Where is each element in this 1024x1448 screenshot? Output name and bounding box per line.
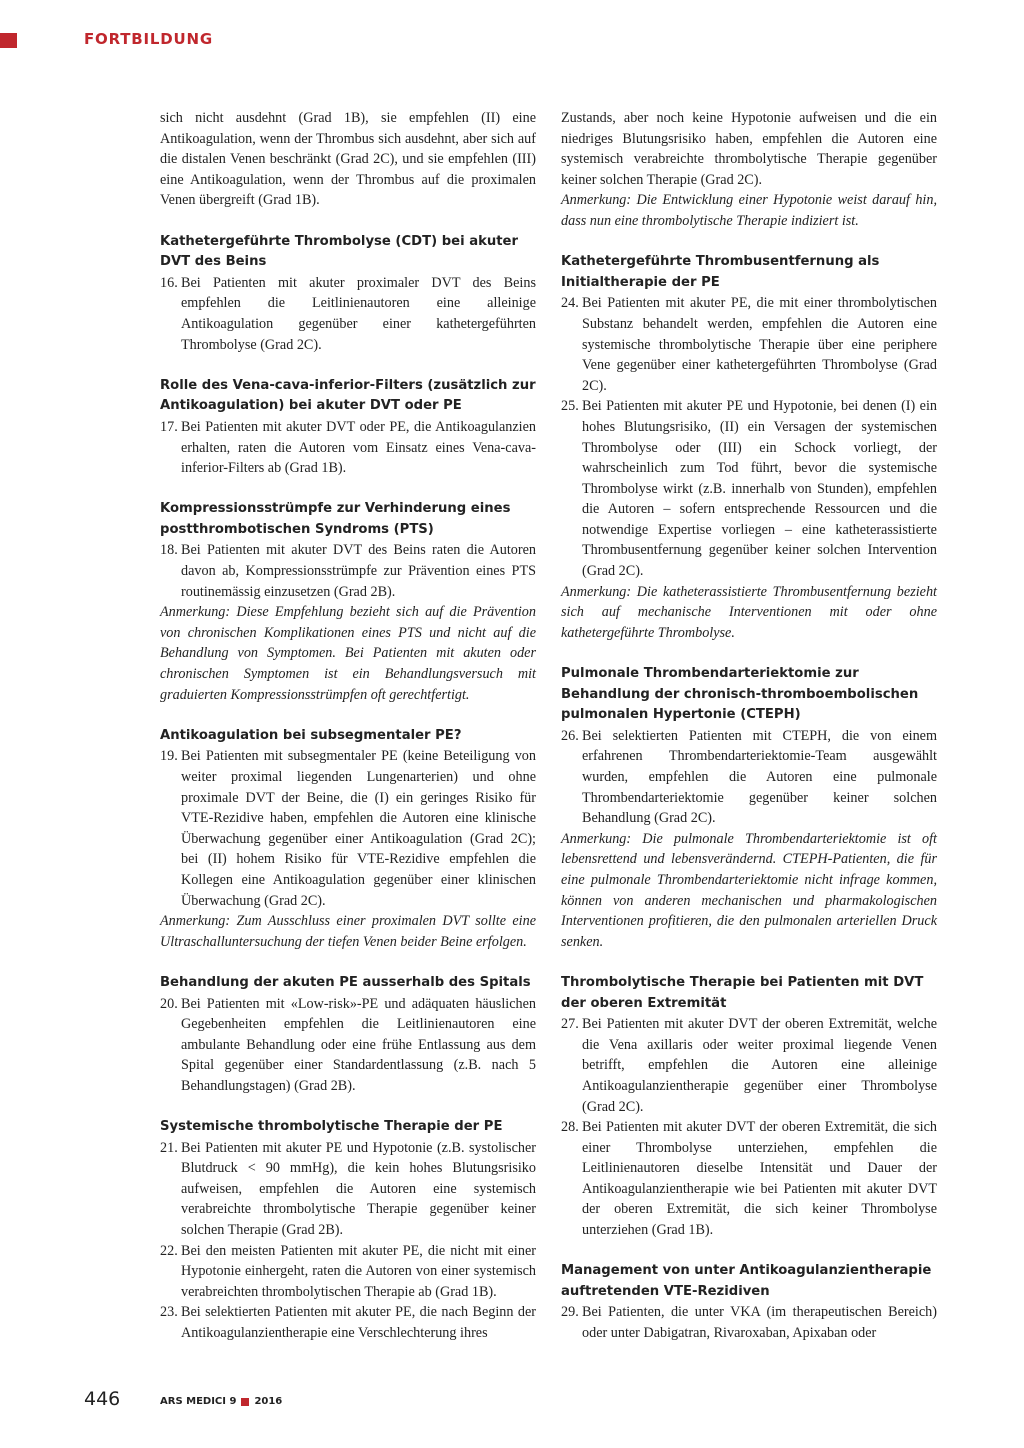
recommendation-text: Bei Patienten mit «Low-risk»-PE und adäquaten häuslichen Gegebenheiten empfehlen die Leitlinienautoren eine ambulante Behandlung oder eine frühe Entlassung aus dem Spital gegenüber einer Standardentlassung (z.B. nach 5 Behandlungstagen) (Grad 2B). (181, 995, 536, 1094)
section-marker (0, 33, 17, 48)
recommendation-item (561, 1117, 937, 1241)
right-column (561, 108, 937, 1344)
recommendation-item (160, 994, 536, 1097)
recommendation-item (160, 540, 536, 602)
recommendation-text: Bei Patienten mit akuter DVT der oberen Extremität, die sich einer Thrombolyse unterziehen, empfehlen die Leitlinienautoren dieselbe Intensität und Dauer der Antikoagulanzientherapie wie bei Patienten mit akuter DVT der oberen Extremität, die sich keiner Thrombolyse unterziehen (Grad 1B). (582, 1119, 937, 1239)
journal-year: 2016 (254, 1396, 283, 1407)
recommendation-item (561, 726, 937, 829)
recommendation-text: Bei Patienten mit akuter DVT der oberen Extremität, welche die Vena axillaris oder weiter proximal liegende Venen betrifft, empfehlen die Autoren eine alleinige Antikoagulanzientherapie gegenüber einer Thrombolyse (Grad 2C). (582, 1016, 937, 1115)
section-heading: Kathetergeführte Thrombolyse (CDT) bei akuter DVT des Beins (160, 233, 519, 270)
body-paragraph: Zustands, aber noch keine Hypotonie aufweisen und die ein niedriges Blutungsrisiko haben, empfehlen die Autoren eine systemisch verabreichte thrombolytische Therapie gegenüber keiner solchen Therapie (Grad 2C). (561, 110, 937, 188)
recommendation-item (160, 1302, 536, 1343)
recommendation-number: 23. (160, 1304, 178, 1321)
section-label: FORTBILDUNG (84, 30, 213, 48)
recommendation-text: Bei Patienten mit subsegmentaler PE (keine Beteiligung von weiter proximal liegenden Lungenarterien) und ohne proximale DVT der Beine, die (I) ein geringes Risiko für VTE-Rezidive haben, empfehlen die Autoren eine klinische Überwachung gegenüber einer Antikoagulation (Grad 2C); bei (II) hohem Risiko für VTE-Rezidive empfehlen die Kollegen eine Antikoagulation gegenüber einer klinischen Überwachung (Grad 2C). (181, 748, 536, 909)
recommendation-number: 22. (160, 1242, 178, 1259)
recommendation-item (561, 293, 937, 396)
recommendation-number: 25. (561, 398, 579, 415)
body-paragraph: sich nicht ausdehnt (Grad 1B), sie empfehlen (II) eine Antikoagulation, wenn der Thrombus sich ausdehnt, aber sich auf die distalen Venen beschränkt (Grad 2C), und sie empfehlen (III) eine Antikoagulation, wenn der Thrombus auf die proximalen Venen übergreift (Grad 1B). (160, 110, 536, 209)
recommendation-item (160, 746, 536, 911)
page-number: 446 (84, 1388, 121, 1410)
section-heading: Kathetergeführte Thrombusentfernung als Initialtherapie der PE (561, 254, 880, 290)
note-text: Anmerkung: Die katheterassistierte Thrombusentfernung bezieht sich auf mechanische Interventionen mit oder ohne kathetergeführte Thrombolyse. (561, 583, 937, 641)
recommendation-number: 19. (160, 748, 178, 765)
recommendation-text: Bei den meisten Patienten mit akuter PE, die nicht mit einer Hypotonie einhergeht, raten die Autoren von einer systemisch verabreichten thrombolytischen Therapie ab (Grad 1B). (181, 1242, 536, 1300)
section-heading: Systemische thrombolytische Therapie der PE (160, 1119, 503, 1135)
recommendation-item (160, 417, 536, 479)
recommendation-item (160, 1138, 536, 1241)
recommendation-text: Bei selektierten Patienten mit akuter PE, die nach Beginn der Antikoagulanzientherapie eine Verschlechterung ihres (181, 1304, 536, 1342)
left-column (160, 108, 536, 1344)
recommendation-text: Bei Patienten mit akuter PE und Hypotonie (z.B. systolischer Blutdruck < 90 mmHg), die kein hohes Blutungsrisiko aufweisen, empfehlen die Autoren eine systemisch verabreichte thrombolytische Therapie gegenüber keiner solchen Therapie (Grad 2B). (181, 1139, 536, 1239)
recommendation-number: 21. (160, 1139, 178, 1156)
note-text: Anmerkung: Zum Ausschluss einer proximalen DVT sollte eine Ultraschalluntersuchung der tiefen Venen beider Beine erfolgen. (160, 913, 536, 950)
section-heading: Management von unter Antikoagulanzientherapie auftretenden VTE-Rezidiven (561, 1263, 932, 1299)
section-heading: Antikoagulation bei subsegmentaler PE? (160, 727, 462, 743)
recommendation-number: 18. (160, 542, 178, 559)
recommendation-item (160, 1241, 536, 1303)
section-heading: Pulmonale Thrombendarteriektomie zur Behandlung der chronisch-thromboembolischen pulmonalen Hypertonie (CTEPH) (561, 666, 919, 723)
recommendation-number: 16. (160, 274, 178, 291)
recommendation-number: 20. (160, 995, 178, 1012)
recommendation-number: 26. (561, 727, 579, 744)
section-heading: Behandlung der akuten PE ausserhalb des Spitals (160, 974, 531, 990)
recommendation-number: 24. (561, 295, 579, 312)
section-heading: Thrombolytische Therapie bei Patienten mit DVT der oberen Extremität (561, 974, 924, 1011)
recommendation-item (561, 396, 937, 581)
recommendation-text: Bei Patienten mit akuter PE und Hypotonie, bei denen (I) ein hohes Blutungsrisiko, (II) ein Versagen der systemischen Thrombolyse oder (III) ein Schock vorliegt, der wahrscheinlich zum Tod führt, bevor die systemische Thrombolyse wirkt (z.B. innerhalb von Stunden), empfehlen die Autoren – sofern entsprechende Ressourcen und die notwendige Expertise vorliegen – eine katheterassistierte Thrombusentfernung gegenüber keiner solchen Intervention (Grad 2C). (582, 398, 937, 580)
recommendation-text: Bei selektierten Patienten mit CTEPH, die von einem erfahrenen Thrombendarteriektomie-Team ausgewählt wurden, empfehlen die Autoren eine pulmonale Thrombendarteriektomie gegenüber keiner solchen Behandlung (Grad 2C). (582, 727, 937, 827)
journal-footer (160, 1396, 282, 1407)
recommendation-number: 29. (561, 1304, 579, 1321)
section-heading: Rolle des Vena-cava-inferior-Filters (zusätzlich zur Antikoagulation) bei akuter DVT oder PE (160, 377, 536, 414)
recommendation-number: 27. (561, 1016, 579, 1033)
recommendation-text: Bei Patienten mit akuter proximaler DVT des Beins empfehlen die Leitlinienautoren eine alleinige Antikoagulation gegenüber einer kathetergeführten Thrombolyse (Grad 2C). (181, 274, 536, 353)
recommendation-item (561, 1302, 937, 1343)
note-text: Anmerkung: Die Entwicklung einer Hypotonie weist darauf hin, dass nun eine thrombolytische Therapie indiziert ist. (561, 192, 937, 229)
recommendation-text: Bei Patienten mit akuter PE, die mit einer thrombolytischen Substanz behandelt werden, empfehlen die Autoren eine systemische thrombolytische Therapie über eine periphere Vene gegenüber einer kathetergeführten Thrombolyse (Grad 2C). (582, 295, 937, 394)
recommendation-number: 17. (160, 418, 178, 435)
footer-marker (241, 1398, 249, 1406)
recommendation-text: Bei Patienten, die unter VKA (im therapeutischen Bereich) oder unter Dabigatran, Rivaroxaban, Apixaban oder (582, 1304, 937, 1342)
recommendation-text: Bei Patienten mit akuter DVT oder PE, die Antikoagulanzien erhalten, raten die Autoren vom Einsatz eines Vena-cava-inferior-Filters ab (Grad 1B). (181, 418, 536, 477)
journal-name: ARS MEDICI 9 (160, 1396, 237, 1407)
recommendation-item (561, 1014, 937, 1117)
recommendation-item (160, 273, 536, 355)
recommendation-text: Bei Patienten mit akuter DVT des Beins raten die Autoren davon ab, Kompressionsstrümpfe zur Prävention eines PTS routinemässig einzusetzen (Grad 2B). (181, 542, 536, 600)
section-heading: Kompressionsstrümpfe zur Verhinderung eines postthrombotischen Syndroms (PTS) (160, 501, 511, 537)
note-text: Anmerkung: Diese Empfehlung bezieht sich auf die Prävention von chronischen Komplikationen eines PTS und nicht auf die Behandlung von Symptomen. Bei Patienten mit akuten oder chronischen Symptomen ist ein Behandlungsversuch mit graduierten Kompressionsstrümpfen oft gerechtfertigt. (160, 604, 536, 703)
note-text: Anmerkung: Die pulmonale Thrombendarteriektomie ist oft lebensrettend und lebensverändernd. CTEPH-Patienten, die für eine pulmonale Thrombendarteriektomie nicht infrage kommen, können von anderen mechanischen und pharmakologischen Interventionen profitieren, die den pulmonalen arteriellen Druck senken. (561, 830, 937, 950)
recommendation-number: 28. (561, 1119, 579, 1136)
